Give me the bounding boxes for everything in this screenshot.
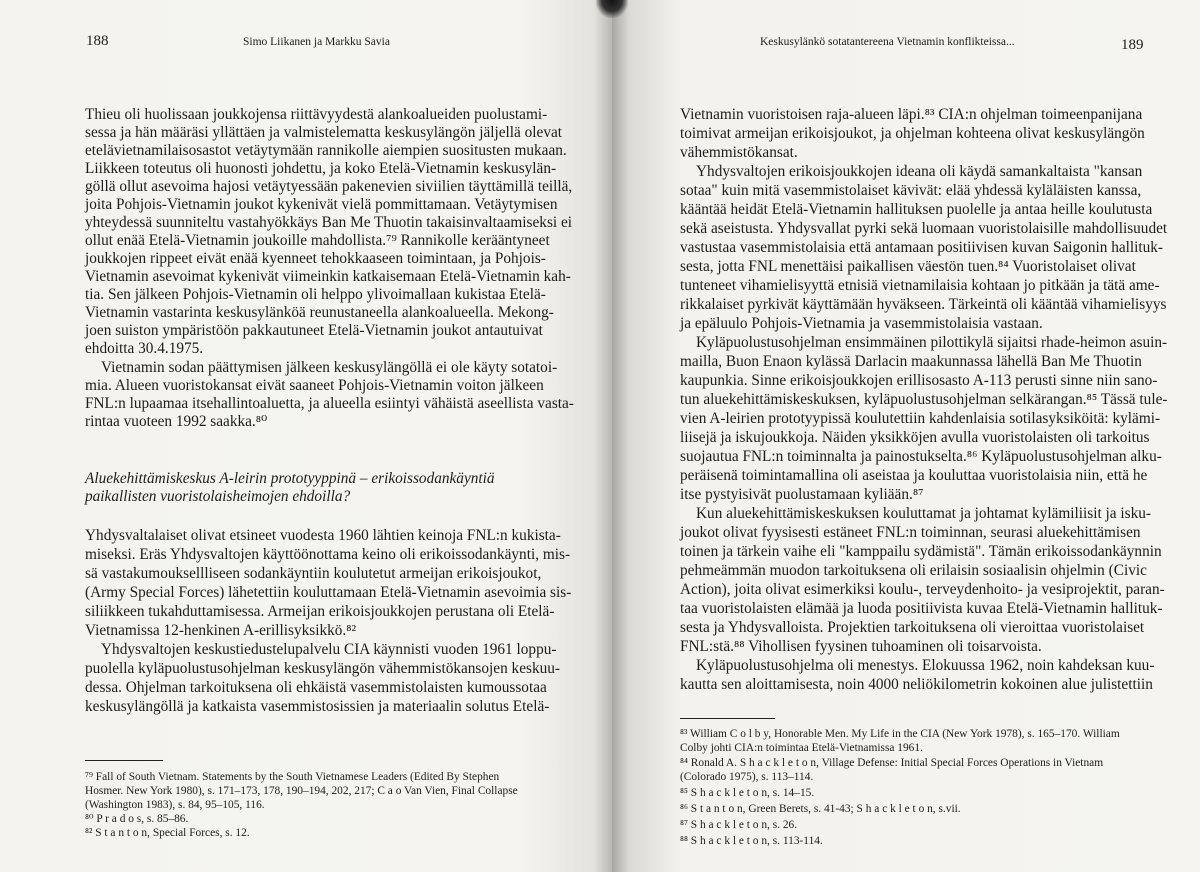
text-line: vien A-leirien prototyypissä koulutettiin kahdenlaisia sotilasyksiköitä: kylämi- bbox=[680, 410, 1161, 427]
text-line: ehdoitta 30.4.1975. bbox=[85, 340, 204, 357]
footnote-line: ⁸⁵ S h a c k l e t o n, s. 14–15. bbox=[680, 787, 815, 799]
text-line: joukkojen rippeet eivät enää kyenneet tehokkaaseen toimintaan, ja Pohjois- bbox=[85, 250, 546, 267]
text-line: Kun aluekehittämiskeskuksen kouluttamat ja johtamat kylämiliisit ja isku- bbox=[696, 505, 1152, 522]
text-line: sesta, jotta FNL menettäisi paikallisen väestön tuen.⁸⁴ Vuoristolaiset olivat bbox=[680, 258, 1136, 275]
text-line: itse pystyisivät puolustamaan kyliään.⁸⁷ bbox=[680, 486, 924, 503]
footnote-line: ⁸⁶ S t a n t o n, Green Berets, s. 41-43; S h a c k l e t o n, s.vii. bbox=[680, 803, 961, 815]
text-line: Vietnamin asevoimat kykenivät viimeinkin katkaisemaan Etelä-Vietnamin kah- bbox=[85, 268, 571, 285]
text-line: Yhdysvaltojen erikoisjoukkojen ideana oli käydä samankaltaista "kansan bbox=[696, 163, 1143, 180]
section-subheading: Aluekehittämiskeskus A-leirin prototyyppinä – erikoissodankäyntiä bbox=[85, 470, 495, 487]
text-line: tia. Sen jälkeen Pohjois-Vietnamin oli helppo ylivoimallaan kukistaa Etelä- bbox=[85, 286, 546, 303]
text-line: Kyläpuolustusohjelman ensimmäinen pilottikylä sijaitsi rhade-heimon asuin- bbox=[696, 334, 1168, 351]
text-line: peräisenä toimintamallina oli aseistaa ja kouluttaa vuoristolaisia niin, että he bbox=[680, 467, 1148, 484]
text-line: Vietnamin vastarinta keskusylänköä reunustaneella alankoalueella. Mekong- bbox=[85, 304, 554, 321]
footnote-line: ⁸⁴ Ronald A. S h a c k l e t o n, Village Defense: Initial Special Forces Operations in Vietnam bbox=[680, 757, 1104, 769]
text-line: (Army Special Forces) lähetettiin kouluttamaan Etelä-Vietnamin asevoimia sis- bbox=[85, 584, 572, 601]
text-line: yhteydessä suunniteltu vastahyökkäys Ban Me Thuotin takaisinvaltaamiseksi ei bbox=[85, 214, 573, 231]
text-line: göllä ollut asevoima hajosi vetäytyessään pakenevien siviilien täyttämillä teillä, bbox=[85, 178, 573, 195]
text-line: keskusylängöllä ja katkaista vasemmistosissien ja materiaalin solutus Etelä- bbox=[85, 698, 550, 715]
text-line: kaupunkia. Sinne erikoisjoukkojen erillisosasto A-113 perusti sinne niin sano- bbox=[680, 372, 1158, 389]
footnote-line: (Washington 1983), s. 84, 95–105, 116. bbox=[85, 799, 265, 811]
text-line: sotaa" kuin mitä vasemmistolaiset kävivät: elää yhdessä kyläläisten kanssa, bbox=[680, 182, 1142, 199]
text-line: mia. Alueen vuoristokansat eivät saaneet Pohjois-Vietnamin voiton jälkeen bbox=[85, 377, 544, 394]
text-line: vastustaa vasemmistolaisia että antamaan positiivisen kuvan Saigonin hallituk- bbox=[680, 239, 1164, 256]
text-line: sekä aseistusta. Yhdysvallat pyrki sekä luomaan vuoristolaisille mahdollisuudet bbox=[680, 220, 1168, 237]
text-line: Vietnamin vuoristoisen raja-alueen läpi.⁸³ CIA:n ohjelman toimeenpanijana bbox=[680, 106, 1143, 123]
text-line: miseksi. Eräs Yhdysvaltojen käyttöönottama keino oli erikoissodankäynti, mis- bbox=[85, 546, 571, 563]
footnote-line: ⁸⁰ P r a d o s, s. 85–86. bbox=[85, 813, 189, 825]
text-line: Kyläpuolustusohjelma oli menestys. Elokuussa 1962, noin kahdeksan kuu- bbox=[696, 657, 1155, 674]
text-line: etelävietnamilaisosastot vetäytymään rannikolle aiempien suositusten mukaan. bbox=[85, 142, 567, 159]
section-subheading: paikallisten vuoristolaisheimojen ehdoilla? bbox=[85, 488, 351, 505]
text-line: rintaa vuoteen 1992 saakka.⁸⁰ bbox=[85, 413, 268, 430]
text-line: joita Pohjois-Vietnamin joukot kykenivät vielä pommittamaan. Vetäytymisen bbox=[85, 196, 558, 213]
text-line: sesta ja Yhdysvalloista. Projektien tarkoituksena oli vieroittaa vuoristolaiset bbox=[680, 619, 1145, 636]
text-line: vähemmistökansat. bbox=[680, 144, 798, 161]
footnote-line: ⁸² S t a n t o n, Special Forces, s. 12. bbox=[85, 827, 250, 839]
footnote-line: Hosmer. New York 1980), s. 171–173, 178, 190–194, 202, 217; C a o Van Vien, Final Collapse bbox=[85, 785, 518, 797]
text-line: Thieu oli huolissaan joukkojensa riittävyydestä alankoalueiden puolustami- bbox=[85, 106, 548, 123]
footnote-line: ⁸⁸ S h a c k l e t o n, s. 113-114. bbox=[680, 835, 823, 847]
footnote-line: Colby johti CIA:n toimintaa Etelä-Vietnamissa 1961. bbox=[680, 742, 923, 754]
text-line: dessa. Ohjelman tarkoituksena oli ehkäistä vasemmistolaisten kumoussotaa bbox=[85, 679, 547, 696]
text-line: toimivat armeijan erikoisjoukot, ja ohjelman kohteena olivat keskusylängön bbox=[680, 125, 1145, 142]
text-line: puolella kyläpuolustusohjelman keskusylängön vähemmistökansojen keskuu- bbox=[85, 660, 560, 677]
text-line: ja epäluulo Pohjois-Vietnamia ja vasemmistolaisia vastaan. bbox=[680, 315, 1043, 332]
text-line: taa vuoristolaisten elämää ja luoda positiivista kuvaa Etelä-Vietnamin hallituk- bbox=[680, 600, 1163, 617]
text-line: Action), joita olivat esimerkiksi koulu-, terveydenhoito- ja vesiprojektit, paran- bbox=[680, 581, 1165, 598]
footnote-line: ⁷⁹ Fall of South Vietnam. Statements by the South Vietnamese Leaders (Edited By Stephen bbox=[85, 771, 500, 783]
footnote-rule bbox=[680, 718, 775, 719]
text-line: kääntää heidät Etelä-Vietnamin hallituksen puolelle ja antaa heille koulutusta bbox=[680, 201, 1153, 218]
text-line: Vietnamin sodan päättymisen jälkeen keskusylängöllä ei ole käyty sotatoi- bbox=[101, 359, 558, 376]
book-gutter bbox=[596, 0, 628, 18]
text-line: Yhdysvaltalaiset olivat etsineet vuodesta 1960 lähtien keinoja FNL:n kukista- bbox=[85, 527, 561, 544]
running-head: Simo Liikanen ja Markku Savia bbox=[243, 36, 390, 48]
text-line: FNL:stä.⁸⁸ Vihollisen fyysinen tuhoaminen oli toisarvoista. bbox=[680, 638, 1042, 655]
text-line: suojautua FNL:n toiminnalta ja painostukselta.⁸⁶ Kyläpuolustusohjelman alku- bbox=[680, 448, 1162, 465]
text-line: Vietnamissa 12-henkinen A-erillisyksikkö.⁸² bbox=[85, 622, 357, 639]
footnote-line: (Colorado 1975), s. 113–114. bbox=[680, 771, 814, 783]
running-head: Keskusylänkö sotatantereena Vietnamin konflikteissa... bbox=[760, 36, 1015, 48]
text-line: liisejä ja iskujoukkoja. Näiden yksikköjen avulla vuoristolaisten oli tarkoitus bbox=[680, 429, 1150, 446]
text-line: siliikkeen tukahduttamisessa. Armeijan erikoisjoukkojen perustana oli Etelä- bbox=[85, 603, 555, 620]
footnote-line: ⁸³ William C o l b y, Honorable Men. My Life in the CIA (New York 1978), s. 165–170. William bbox=[680, 728, 1120, 740]
text-line: rikkalaiset pyrkivät käyttämään hyväkseen. Tärkeintä oli kääntää vihamielisyys bbox=[680, 296, 1167, 313]
text-line: ollut enää Etelä-Vietnamin joukoille mahdollista.⁷⁹ Rannikolle kerääntyneet bbox=[85, 232, 550, 249]
text-line: FNL:n lupaamaa itsehallintoaluetta, ja alueella esiintyi vähäistä aseellista vasta- bbox=[85, 395, 574, 412]
page-number: 189 bbox=[1121, 37, 1144, 53]
text-line: pehmeämmän muodon tarkoituksena oli erilaisin sosiaalisin ohjelmin (Civic bbox=[680, 562, 1147, 579]
text-line: mailla, Buon Enaon kylässä Darlacin maakunnassa lähellä Ban Me Thuotin bbox=[680, 353, 1142, 370]
text-line: sessa ja hän määräsi yllättäen ja valmistelematta keskusylängön jäljellä olevat bbox=[85, 124, 563, 141]
footnote-line: ⁸⁷ S h a c k l e t o n, s. 26. bbox=[680, 819, 798, 831]
text-line: kautta sen aloittamisesta, noin 4000 neliökilometrin kokoinen alue julistettiin bbox=[680, 676, 1153, 693]
text-line: tunteneet vihamielisyyttä etnisiä vietnamilaisia kohtaan jo pitkään ja tätä ame- bbox=[680, 277, 1160, 294]
text-line: joukot olivat fyysisesti estäneet FNL:n toiminnan, seurasi aluekehittämisen bbox=[680, 524, 1141, 541]
page-number: 188 bbox=[86, 33, 109, 49]
text-line: joen suiston ympäristöön pakkautuneet Etelä-Vietnamin joukot antautuivat bbox=[85, 322, 543, 339]
text-line: Yhdysvaltojen keskustiedustelupalvelu CIA käynnisti vuoden 1961 loppu- bbox=[101, 641, 557, 658]
text-line: Liikkeen toteutus oli huonosti johdettu, ja koko Etelä-Vietnamin keskusylän- bbox=[85, 160, 557, 177]
text-line: tun aluekehittämiskeskuksen, kyläpuolustusohjelman selkärangan.⁸⁵ Tässä tule- bbox=[680, 391, 1168, 408]
text-line: sä vastakumouksellliseen sodankäyntiin koulutetut armeijan erikoisjoukot, bbox=[85, 565, 542, 582]
footnote-rule bbox=[85, 760, 163, 761]
text-line: toinen ja tärkein vaihe eli "kamppailu sydämistä". Tämän erikoissodankäynnin bbox=[680, 543, 1162, 560]
